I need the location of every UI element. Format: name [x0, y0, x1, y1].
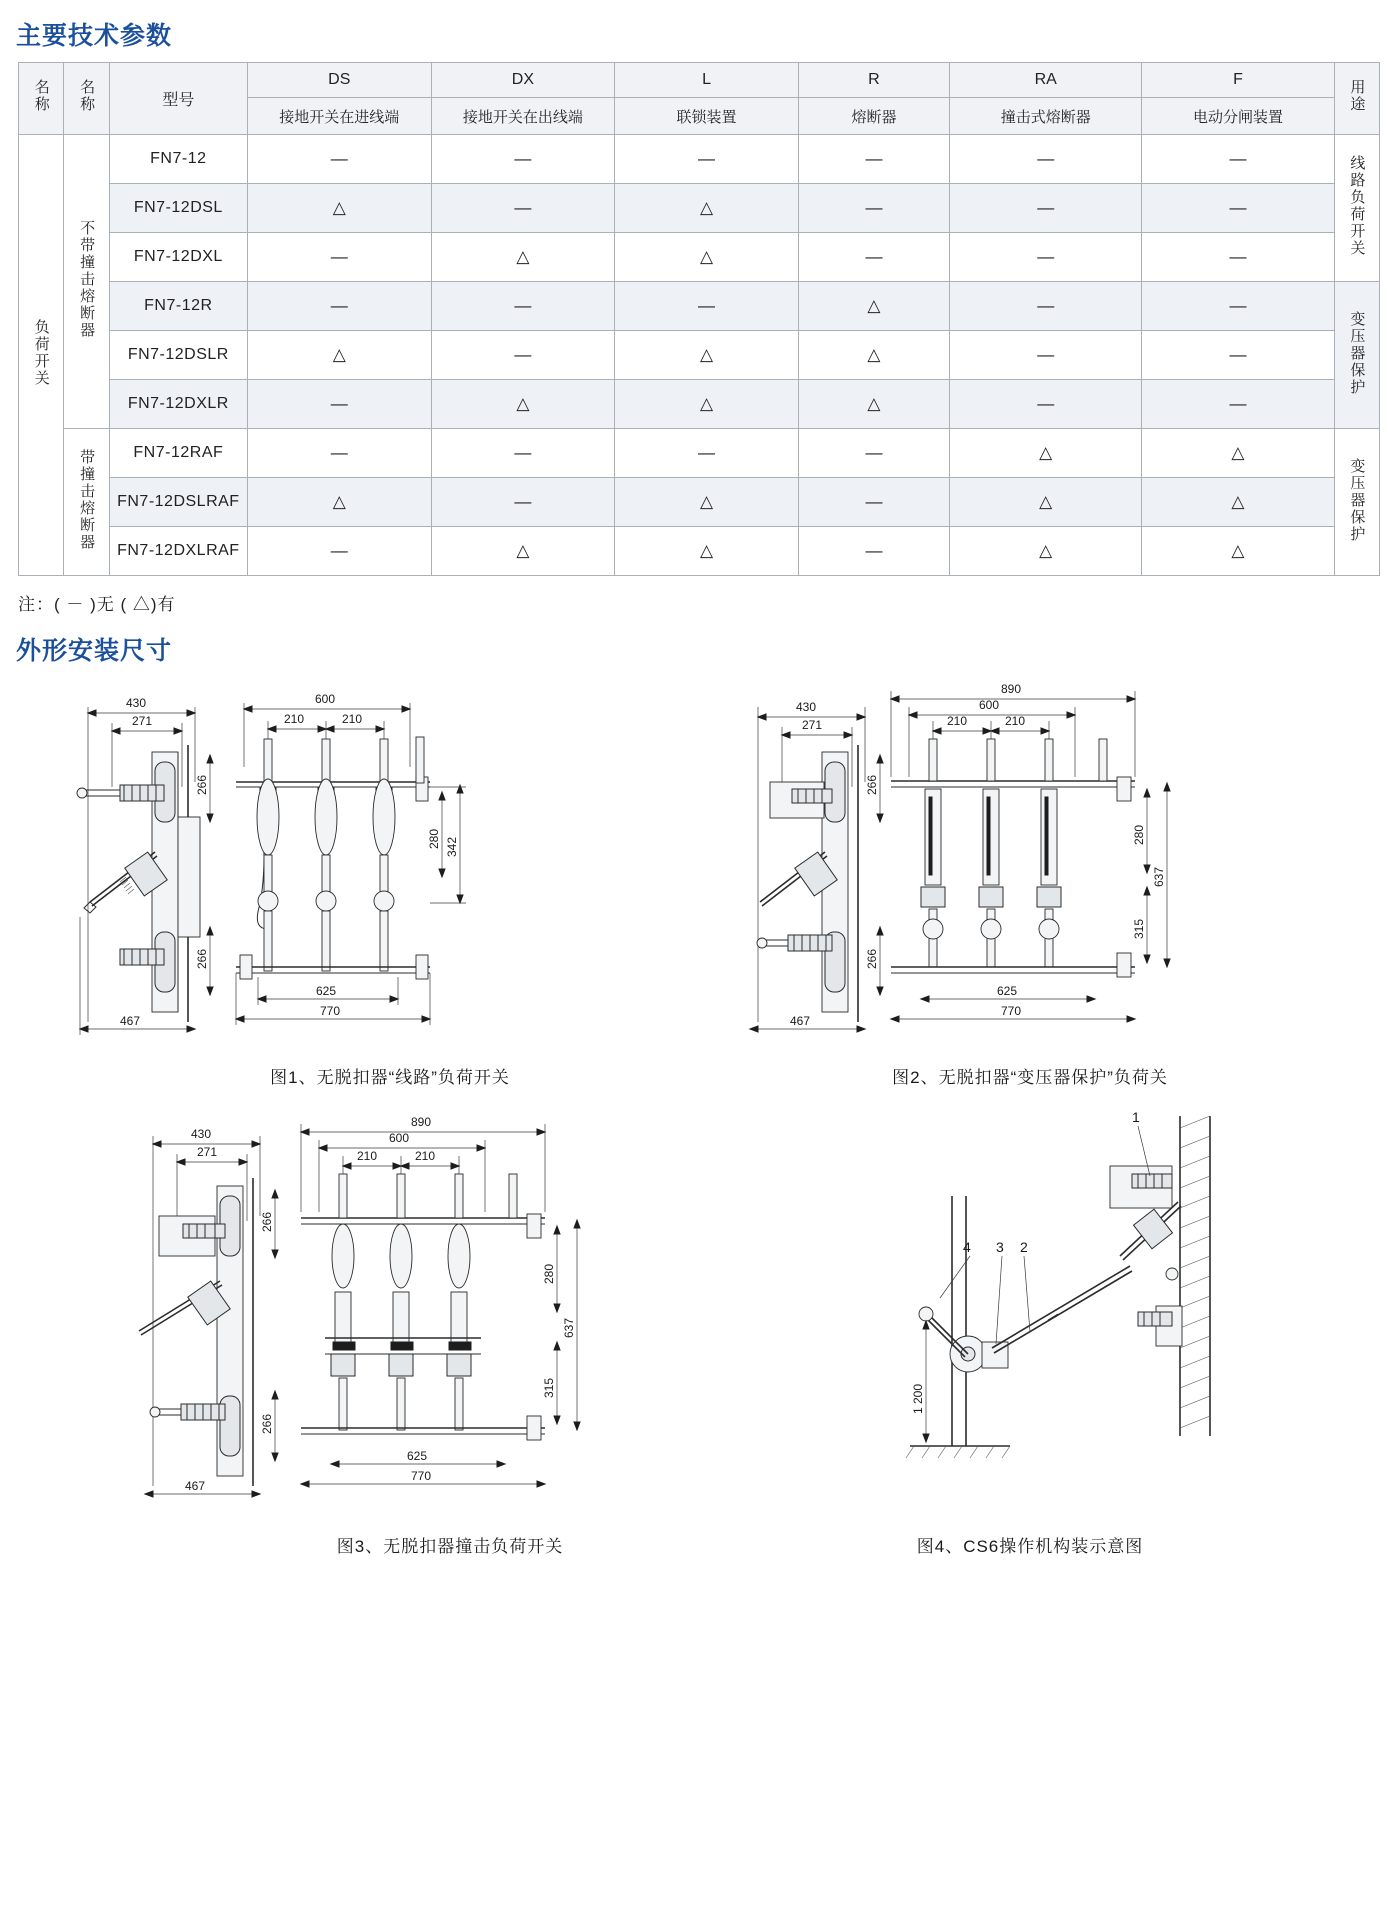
header-group-ds: DS — [247, 63, 431, 98]
svg-text:266: 266 — [260, 1211, 274, 1232]
svg-text:467: 467 — [790, 1014, 811, 1028]
cell-mark: — — [247, 527, 431, 576]
svg-text:1: 1 — [1132, 1109, 1140, 1125]
cell-mark: — — [615, 135, 799, 184]
cell-mark: △ — [615, 527, 799, 576]
svg-text:770: 770 — [1001, 1004, 1022, 1018]
figure-row-1 — [0, 677, 1400, 1088]
cell-mark: △ — [950, 527, 1142, 576]
svg-text:625: 625 — [407, 1449, 428, 1463]
svg-text:430: 430 — [126, 696, 147, 710]
cell-mark: — — [431, 331, 615, 380]
svg-text:271: 271 — [197, 1145, 218, 1159]
table-header-row-1 — [19, 63, 1380, 98]
svg-text:430: 430 — [796, 700, 817, 714]
cell-mark: — — [1142, 184, 1334, 233]
cell-mark: — — [950, 233, 1142, 282]
figure-4-drawing — [780, 1106, 1280, 1526]
spec-table-wrapper — [18, 62, 1382, 576]
figure-3-drawing — [120, 1106, 780, 1526]
header-group-dx: DX — [431, 63, 615, 98]
cell-mark: — — [1142, 135, 1334, 184]
svg-text:890: 890 — [1001, 682, 1022, 696]
svg-text:210: 210 — [947, 714, 968, 728]
cell-model: FN7-12R — [109, 282, 247, 331]
cell-mark: — — [798, 527, 949, 576]
table-row — [19, 380, 1380, 429]
svg-text:266: 266 — [865, 948, 879, 969]
svg-text:625: 625 — [316, 984, 337, 998]
table-row — [19, 429, 1380, 478]
figure-4 — [780, 1106, 1280, 1557]
header-name-2: 名称 — [64, 63, 109, 135]
svg-text:266: 266 — [195, 774, 209, 795]
table-row — [19, 331, 1380, 380]
figure-1-caption: 图1、无脱扣器“线路”负荷开关 — [270, 1068, 510, 1087]
svg-text:342: 342 — [445, 836, 459, 857]
cell-mark: △ — [1142, 429, 1334, 478]
table-footnote: 注：( － )无 ( △)有 — [18, 595, 176, 614]
svg-text:1 200: 1 200 — [911, 1383, 925, 1414]
cell-mark: — — [1142, 282, 1334, 331]
figure-2-caption: 图2、无脱扣器“变压器保护”负荷关 — [892, 1068, 1168, 1087]
header-sub-f: 电动分闸装置 — [1142, 98, 1334, 135]
sub-group-label-1: 不带撞击熔断器 — [64, 135, 109, 429]
cell-mark: — — [1142, 233, 1334, 282]
svg-text:210: 210 — [284, 712, 305, 726]
figure-3 — [120, 1106, 780, 1557]
header-name-1: 名称 — [19, 63, 64, 135]
cell-mark: — — [798, 429, 949, 478]
svg-text:280: 280 — [1132, 824, 1146, 845]
svg-text:280: 280 — [542, 1263, 556, 1284]
cell-model: FN7-12DXLRAF — [109, 527, 247, 576]
cell-model: FN7-12DSLR — [109, 331, 247, 380]
figures-container — [0, 677, 1400, 1557]
svg-text:600: 600 — [979, 698, 1000, 712]
svg-text:315: 315 — [542, 1377, 556, 1398]
cell-model: FN7-12 — [109, 135, 247, 184]
figure-1-drawing — [60, 677, 720, 1057]
header-model: 型号 — [109, 63, 247, 135]
svg-text:600: 600 — [389, 1131, 410, 1145]
cell-mark: — — [431, 429, 615, 478]
svg-text:271: 271 — [802, 718, 823, 732]
header-sub-ra: 撞击式熔断器 — [950, 98, 1142, 135]
spec-table — [18, 62, 1380, 576]
cell-mark: — — [950, 380, 1142, 429]
header-sub-r: 熔断器 — [798, 98, 949, 135]
figure-row-2 — [0, 1106, 1400, 1557]
svg-text:210: 210 — [357, 1149, 378, 1163]
table-row — [19, 527, 1380, 576]
cell-mark: △ — [615, 478, 799, 527]
cell-mark: △ — [247, 331, 431, 380]
cell-mark: △ — [1142, 478, 1334, 527]
svg-text:266: 266 — [195, 948, 209, 969]
cell-mark: — — [798, 478, 949, 527]
dimensions-section-title: 外形安装尺寸 — [16, 637, 173, 665]
header-group-l: L — [615, 63, 799, 98]
svg-text:266: 266 — [260, 1413, 274, 1434]
document-page — [0, 16, 1400, 1557]
svg-text:2: 2 — [1020, 1239, 1028, 1255]
svg-text:430: 430 — [191, 1127, 212, 1141]
cell-mark: △ — [247, 184, 431, 233]
cell-mark: — — [950, 184, 1142, 233]
cell-model: FN7-12DXLR — [109, 380, 247, 429]
cell-mark: — — [431, 184, 615, 233]
cell-mark: — — [950, 282, 1142, 331]
svg-text:770: 770 — [320, 1004, 341, 1018]
cell-mark: — — [431, 135, 615, 184]
header-sub-ds: 接地开关在进线端 — [247, 98, 431, 135]
cell-model: FN7-12DSL — [109, 184, 247, 233]
cell-mark: △ — [1142, 527, 1334, 576]
header-sub-l: 联锁装置 — [615, 98, 799, 135]
table-row — [19, 184, 1380, 233]
cell-mark: △ — [798, 380, 949, 429]
cell-mark: — — [431, 478, 615, 527]
table-row — [19, 282, 1380, 331]
svg-text:4: 4 — [963, 1239, 971, 1255]
svg-text:210: 210 — [415, 1149, 436, 1163]
cell-use: 变压器保护 — [1334, 282, 1379, 429]
svg-text:210: 210 — [342, 712, 363, 726]
cell-mark: △ — [431, 380, 615, 429]
svg-text:637: 637 — [1152, 866, 1166, 887]
figure-4-caption: 图4、CS6操作机构装示意图 — [916, 1537, 1144, 1556]
cell-mark: △ — [615, 331, 799, 380]
cell-mark: — — [950, 135, 1142, 184]
svg-text:210: 210 — [1005, 714, 1026, 728]
row-group-label: 负荷开关 — [19, 135, 64, 576]
cell-mark: — — [247, 233, 431, 282]
header-group-f: F — [1142, 63, 1334, 98]
figure-3-caption: 图3、无脱扣器撞击负荷开关 — [336, 1537, 564, 1556]
svg-text:890: 890 — [411, 1115, 432, 1129]
svg-text:467: 467 — [120, 1014, 141, 1028]
table-row — [19, 233, 1380, 282]
cell-model: FN7-12RAF — [109, 429, 247, 478]
cell-use: 线路负荷开关 — [1334, 135, 1379, 282]
cell-mark: △ — [798, 331, 949, 380]
header-group-ra: RA — [950, 63, 1142, 98]
svg-text:271: 271 — [132, 714, 153, 728]
cell-mark: — — [615, 282, 799, 331]
svg-text:3: 3 — [996, 1239, 1004, 1255]
cell-mark: — — [1142, 380, 1334, 429]
cell-mark: — — [615, 429, 799, 478]
cell-model: FN7-12DXL — [109, 233, 247, 282]
svg-text:770: 770 — [411, 1469, 432, 1483]
cell-mark: △ — [950, 429, 1142, 478]
header-use: 用途 — [1334, 63, 1379, 135]
cell-mark: — — [431, 282, 615, 331]
cell-mark: — — [798, 184, 949, 233]
table-row — [19, 478, 1380, 527]
svg-text:280: 280 — [427, 828, 441, 849]
cell-mark: △ — [615, 380, 799, 429]
cell-mark: △ — [615, 233, 799, 282]
cell-mark: — — [247, 282, 431, 331]
svg-text:625: 625 — [997, 984, 1018, 998]
cell-mark: △ — [615, 184, 799, 233]
svg-text:600: 600 — [315, 692, 336, 706]
table-row — [19, 135, 1380, 184]
header-sub-dx: 接地开关在出线端 — [431, 98, 615, 135]
cell-mark: — — [247, 135, 431, 184]
cell-mark: △ — [950, 478, 1142, 527]
cell-mark: — — [798, 233, 949, 282]
figure-2 — [720, 677, 1340, 1088]
cell-mark: — — [1142, 331, 1334, 380]
svg-text:637: 637 — [562, 1317, 576, 1338]
cell-mark: △ — [431, 527, 615, 576]
figure-2-drawing — [720, 677, 1340, 1057]
header-group-r: R — [798, 63, 949, 98]
sub-group-label-2: 带撞击熔断器 — [64, 429, 109, 576]
svg-text:266: 266 — [865, 774, 879, 795]
cell-mark: — — [950, 331, 1142, 380]
spec-section-title: 主要技术参数 — [16, 22, 173, 50]
cell-mark: — — [798, 135, 949, 184]
cell-mark: △ — [247, 478, 431, 527]
cell-model: FN7-12DSLRAF — [109, 478, 247, 527]
cell-use: 变压器保护 — [1334, 429, 1379, 576]
cell-mark: △ — [431, 233, 615, 282]
svg-text:467: 467 — [185, 1479, 206, 1493]
cell-mark: △ — [798, 282, 949, 331]
figure-1 — [60, 677, 720, 1088]
cell-mark: — — [247, 380, 431, 429]
cell-mark: — — [247, 429, 431, 478]
svg-text:315: 315 — [1132, 918, 1146, 939]
